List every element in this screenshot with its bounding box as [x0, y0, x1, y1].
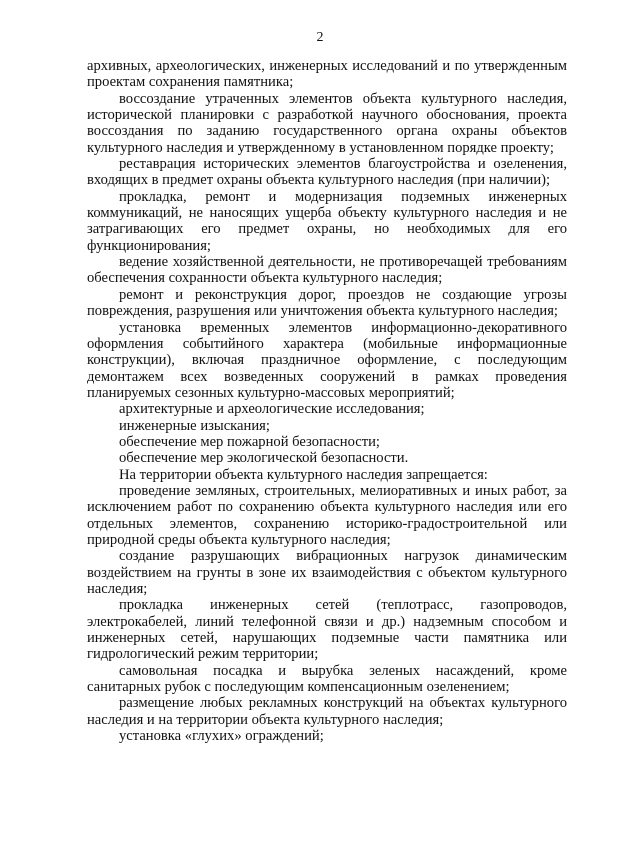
- paragraph: прокладка инженерных сетей (теплотрасс, газопроводов, электрокабелей, линий телефонной связи и др.) надземным способом и инженерных сетей, нарушающих подземные части памятника или гидрологический режим территории;: [87, 597, 567, 663]
- paragraph: обеспечение мер пожарной безопасности;: [119, 433, 380, 450]
- page-number: 2: [316, 30, 324, 45]
- paragraph: реставрация исторических элементов благоустройства и озеленения, входящих в предмет охраны объекта культурного наследия (при наличии);: [87, 156, 567, 189]
- paragraph: обеспечение мер экологической безопасности.: [119, 450, 409, 467]
- paragraph: установка «глухих» ограждений;: [119, 728, 324, 745]
- paragraph: самовольная посадка и вырубка зеленых насаждений, кроме санитарных рубок с последующим компенсационным озеленением;: [87, 662, 567, 696]
- paragraph: воссоздание утраченных элементов объекта культурного наследия, исторической планировки с разработкой научного обоснования, проекта воссоздания по заданию государственного органа охраны объектов культурного наследия и утвержденному в установленном порядке проекту;: [87, 90, 567, 156]
- paragraph: прокладка, ремонт и модернизация подземных инженерных коммуникаций, не наносящих ущерба объекту культурного наследия и не затрагивающих его предмет охраны, но необходимых для его функционирования;: [87, 188, 567, 254]
- paragraph: размещение любых рекламных конструкций на объектах культурного наследия и на территории объекта культурного наследия;: [87, 695, 567, 728]
- paragraph: ведение хозяйственной деятельности, не противоречащей требованиям обеспечения сохранности объекта культурного наследия;: [87, 254, 567, 287]
- document-body: [87, 58, 567, 744]
- paragraph: архитектурные и археологические исследования;: [119, 401, 425, 418]
- paragraph: установка временных элементов информационно-декоративного оформления событийного характера (мобильные информационные конструкции), включая праздничное оформление, с последующим демонтажем всех возведенных сооружений в рамках проведения планируемых сезонных культурно-массовых мероприятий;: [87, 319, 567, 401]
- paragraph: создание разрушающих вибрационных нагрузок динамическим воздействием на грунты в зоне их взаимодействия с объектом культурного наследия;: [87, 548, 567, 597]
- paragraph: архивных, археологических, инженерных исследований и по утвержденным проектам сохранения памятника;: [87, 58, 567, 91]
- paragraph: На территории объекта культурного наследия запрещается:: [119, 466, 488, 483]
- paragraph: проведение земляных, строительных, мелиоративных и иных работ, за исключением работ по сохранению объекта культурного наследия или его отдельных элементов, сохранению историко-градостроительной или природной среды объекта культурного наследия;: [87, 482, 567, 548]
- paragraph: ремонт и реконструкция дорог, проездов не создающие угрозы повреждения, разрушения или уничтожения объекта культурного наследия;: [87, 286, 567, 320]
- paragraph: инженерные изыскания;: [119, 417, 270, 434]
